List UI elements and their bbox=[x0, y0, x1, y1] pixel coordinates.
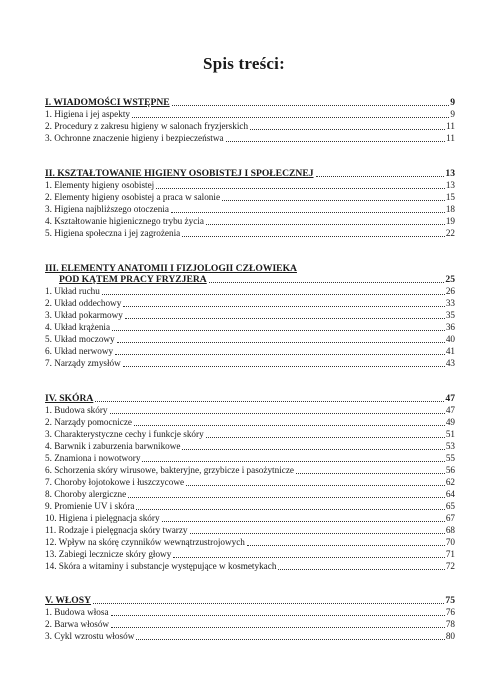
heading-text: IV. SKÓRA bbox=[45, 393, 94, 404]
toc-item bbox=[45, 416, 455, 428]
item-text: 3. Charakterystyczne cechy i funkcje skóry bbox=[45, 429, 204, 439]
item-text: 1. Higiena i jej aspekty bbox=[45, 109, 130, 119]
item-text: 5. Układ moczowy bbox=[45, 334, 115, 344]
toc-item bbox=[45, 108, 455, 120]
page-number: 56 bbox=[445, 465, 455, 475]
leader-dots bbox=[316, 176, 445, 177]
heading-text: POD KĄTEM PRACY FRYZJERA bbox=[59, 274, 207, 285]
page-title: Spis treści: bbox=[203, 54, 285, 73]
leader-dots bbox=[111, 627, 445, 628]
toc-item bbox=[45, 179, 455, 191]
heading-text: V. WŁOSY bbox=[45, 595, 92, 606]
item-text: 3. Ochronne znaczenie higieny i bezpieczeństwa bbox=[45, 133, 224, 143]
page-number: 36 bbox=[445, 322, 455, 332]
page-number: 78 bbox=[445, 619, 455, 629]
leader-dots bbox=[136, 509, 444, 510]
item-text: 10. Higiena i pielęgnacja skóry bbox=[45, 513, 160, 523]
leader-dots bbox=[278, 569, 444, 570]
page-number: 26 bbox=[445, 286, 455, 296]
leader-dots bbox=[110, 413, 445, 414]
item-text: 5. Znamiona i nowotwory bbox=[45, 453, 141, 463]
item-text: 14. Skóra a witaminy i substancje występujące w kosmetykach bbox=[45, 561, 277, 571]
leader-dots bbox=[95, 401, 444, 402]
leader-dots bbox=[134, 425, 445, 426]
leader-dots bbox=[123, 306, 445, 307]
toc-item bbox=[45, 215, 455, 227]
leader-dots bbox=[186, 485, 445, 486]
page-number: 76 bbox=[445, 607, 455, 617]
toc-item bbox=[45, 333, 455, 345]
heading-text: III. ELEMENTY ANATOMII I FIZJOLOGII CZŁOWIEKA bbox=[45, 263, 297, 274]
toc-heading-3-continued bbox=[59, 273, 455, 285]
item-text: 3. Układ pokarmowy bbox=[45, 310, 123, 320]
leader-dots bbox=[162, 521, 445, 522]
page-number: 25 bbox=[445, 274, 455, 285]
heading-text: I. WIADOMOŚCI WSTĘPNE bbox=[45, 97, 170, 108]
page-number: 53 bbox=[445, 441, 455, 451]
toc-item bbox=[45, 191, 455, 203]
toc-heading-5 bbox=[45, 594, 455, 606]
toc-item bbox=[45, 357, 455, 369]
toc-heading-2 bbox=[45, 167, 455, 179]
item-text: 9. Promienie UV i skóra bbox=[45, 501, 135, 511]
item-text: 1. Układ ruchu bbox=[45, 286, 100, 296]
toc-item bbox=[45, 464, 455, 476]
leader-dots bbox=[112, 330, 445, 331]
leader-dots bbox=[142, 461, 444, 462]
item-text: 1. Elementy higieny osobistej bbox=[45, 180, 155, 190]
page-number: 71 bbox=[445, 549, 455, 559]
item-text: 2. Elementy higieny osobistej a praca w salonie bbox=[45, 192, 221, 202]
toc-heading-4 bbox=[45, 392, 455, 404]
item-text: 11. Rodzaje i pielęgnacja skóry twarzy bbox=[45, 525, 188, 535]
page-number: 67 bbox=[445, 513, 455, 523]
leader-dots bbox=[247, 545, 445, 546]
item-text: 12. Wpływ na skórę czynników wewnątrzustrojowych bbox=[45, 537, 245, 547]
toc-item bbox=[45, 500, 455, 512]
leader-dots bbox=[296, 473, 445, 474]
page-number: 51 bbox=[445, 429, 455, 439]
item-text: 4. Kształtowanie higienicznego trybu życia bbox=[45, 216, 204, 226]
heading-text: II. KSZTAŁTOWANIE HIGIENY OSOBISTEJ I SPOŁECZNEJ bbox=[45, 168, 314, 179]
toc-item bbox=[45, 536, 455, 548]
page-number: 9 bbox=[450, 109, 455, 119]
item-text: 2. Narządy pomocnicze bbox=[45, 417, 132, 427]
page-number: 33 bbox=[445, 298, 455, 308]
page-number: 18 bbox=[445, 204, 455, 214]
leader-dots bbox=[125, 318, 445, 319]
page-number: 11 bbox=[446, 133, 455, 143]
item-text: 13. Zabiegi lecznicze skóry głowy bbox=[45, 549, 172, 559]
leader-dots bbox=[226, 141, 446, 142]
toc-heading-1 bbox=[45, 96, 455, 108]
toc-item bbox=[45, 428, 455, 440]
page-number: 64 bbox=[445, 489, 455, 499]
toc-item bbox=[45, 120, 455, 132]
leader-dots bbox=[156, 188, 445, 189]
item-text: 3. Cykl wzrostu włosów bbox=[45, 631, 135, 641]
page-number: 11 bbox=[446, 121, 455, 131]
toc-item bbox=[45, 524, 455, 536]
page-number: 80 bbox=[445, 631, 455, 641]
leader-dots bbox=[172, 105, 450, 106]
leader-dots bbox=[222, 200, 445, 201]
page-number: 13 bbox=[445, 168, 455, 179]
toc-item bbox=[45, 488, 455, 500]
page-number: 68 bbox=[445, 525, 455, 535]
page-number: 72 bbox=[445, 561, 455, 571]
leader-dots bbox=[171, 212, 445, 213]
item-text: 6. Układ nerwowy bbox=[45, 346, 114, 356]
leader-dots bbox=[182, 449, 444, 450]
toc-item bbox=[45, 606, 455, 618]
item-text: 5. Higiena społeczna i jej zagrożenia bbox=[45, 228, 181, 238]
toc-item bbox=[45, 560, 455, 572]
leader-dots bbox=[111, 615, 445, 616]
leader-dots bbox=[128, 497, 445, 498]
page-number: 62 bbox=[445, 477, 455, 487]
item-text: 1. Budowa włosa bbox=[45, 607, 109, 617]
toc-item bbox=[45, 227, 455, 239]
page-number: 65 bbox=[445, 501, 455, 511]
toc-item bbox=[45, 512, 455, 524]
item-text: 7. Choroby łojotokowe i łuszczycowe bbox=[45, 477, 185, 487]
item-text: 4. Barwnik i zaburzenia barwnikowe bbox=[45, 441, 181, 451]
page-number: 47 bbox=[445, 405, 455, 415]
page-number: 70 bbox=[445, 537, 455, 547]
toc-item bbox=[45, 285, 455, 297]
leader-dots bbox=[115, 354, 445, 355]
toc-item bbox=[45, 404, 455, 416]
leader-dots bbox=[93, 603, 444, 604]
item-text: 4. Układ krążenia bbox=[45, 322, 111, 332]
toc-item bbox=[45, 203, 455, 215]
page-number: 43 bbox=[445, 358, 455, 368]
page-number: 49 bbox=[445, 417, 455, 427]
item-text: 2. Barwa włosów bbox=[45, 619, 110, 629]
leader-dots bbox=[206, 224, 445, 225]
page-number: 40 bbox=[445, 334, 455, 344]
toc-item bbox=[45, 132, 455, 144]
toc-item bbox=[45, 630, 455, 642]
leader-dots bbox=[102, 294, 445, 295]
toc-item bbox=[45, 297, 455, 309]
toc-item bbox=[45, 321, 455, 333]
page-number: 47 bbox=[445, 393, 455, 404]
page-number: 9 bbox=[450, 97, 455, 108]
leader-dots bbox=[182, 236, 445, 237]
leader-dots bbox=[117, 342, 445, 343]
page-number: 55 bbox=[445, 453, 455, 463]
toc-item bbox=[45, 345, 455, 357]
leader-dots bbox=[123, 366, 445, 367]
page-number: 15 bbox=[445, 192, 455, 202]
item-text: 2. Układ oddechowy bbox=[45, 298, 122, 308]
leader-dots bbox=[136, 639, 444, 640]
toc-item bbox=[45, 309, 455, 321]
item-text: 8. Choroby alergiczne bbox=[45, 489, 127, 499]
leader-dots bbox=[209, 282, 445, 283]
leader-dots bbox=[250, 129, 445, 130]
item-text: 7. Narządy zmysłów bbox=[45, 358, 121, 368]
leader-dots bbox=[132, 117, 449, 118]
item-text: 1. Budowa skóry bbox=[45, 405, 108, 415]
toc-item bbox=[45, 476, 455, 488]
toc-item bbox=[45, 440, 455, 452]
page-number: 13 bbox=[445, 180, 455, 190]
item-text: 3. Higiena najbliższego otoczenia bbox=[45, 204, 169, 214]
leader-dots bbox=[173, 557, 445, 558]
page-number: 35 bbox=[445, 310, 455, 320]
item-text: 6. Schorzenia skóry wirusowe, bakteryjne, grzybicze i pasożytnicze bbox=[45, 465, 294, 475]
page-number: 75 bbox=[445, 595, 455, 606]
item-text: 2. Procedury z zakresu higieny w salonach fryzjerskich bbox=[45, 121, 249, 131]
leader-dots bbox=[190, 533, 445, 534]
toc-item bbox=[45, 618, 455, 630]
page-number: 19 bbox=[445, 216, 455, 226]
leader-dots bbox=[206, 437, 445, 438]
toc-item bbox=[45, 548, 455, 560]
page-number: 41 bbox=[445, 346, 455, 356]
page-number: 22 bbox=[445, 228, 455, 238]
toc-item bbox=[45, 452, 455, 464]
